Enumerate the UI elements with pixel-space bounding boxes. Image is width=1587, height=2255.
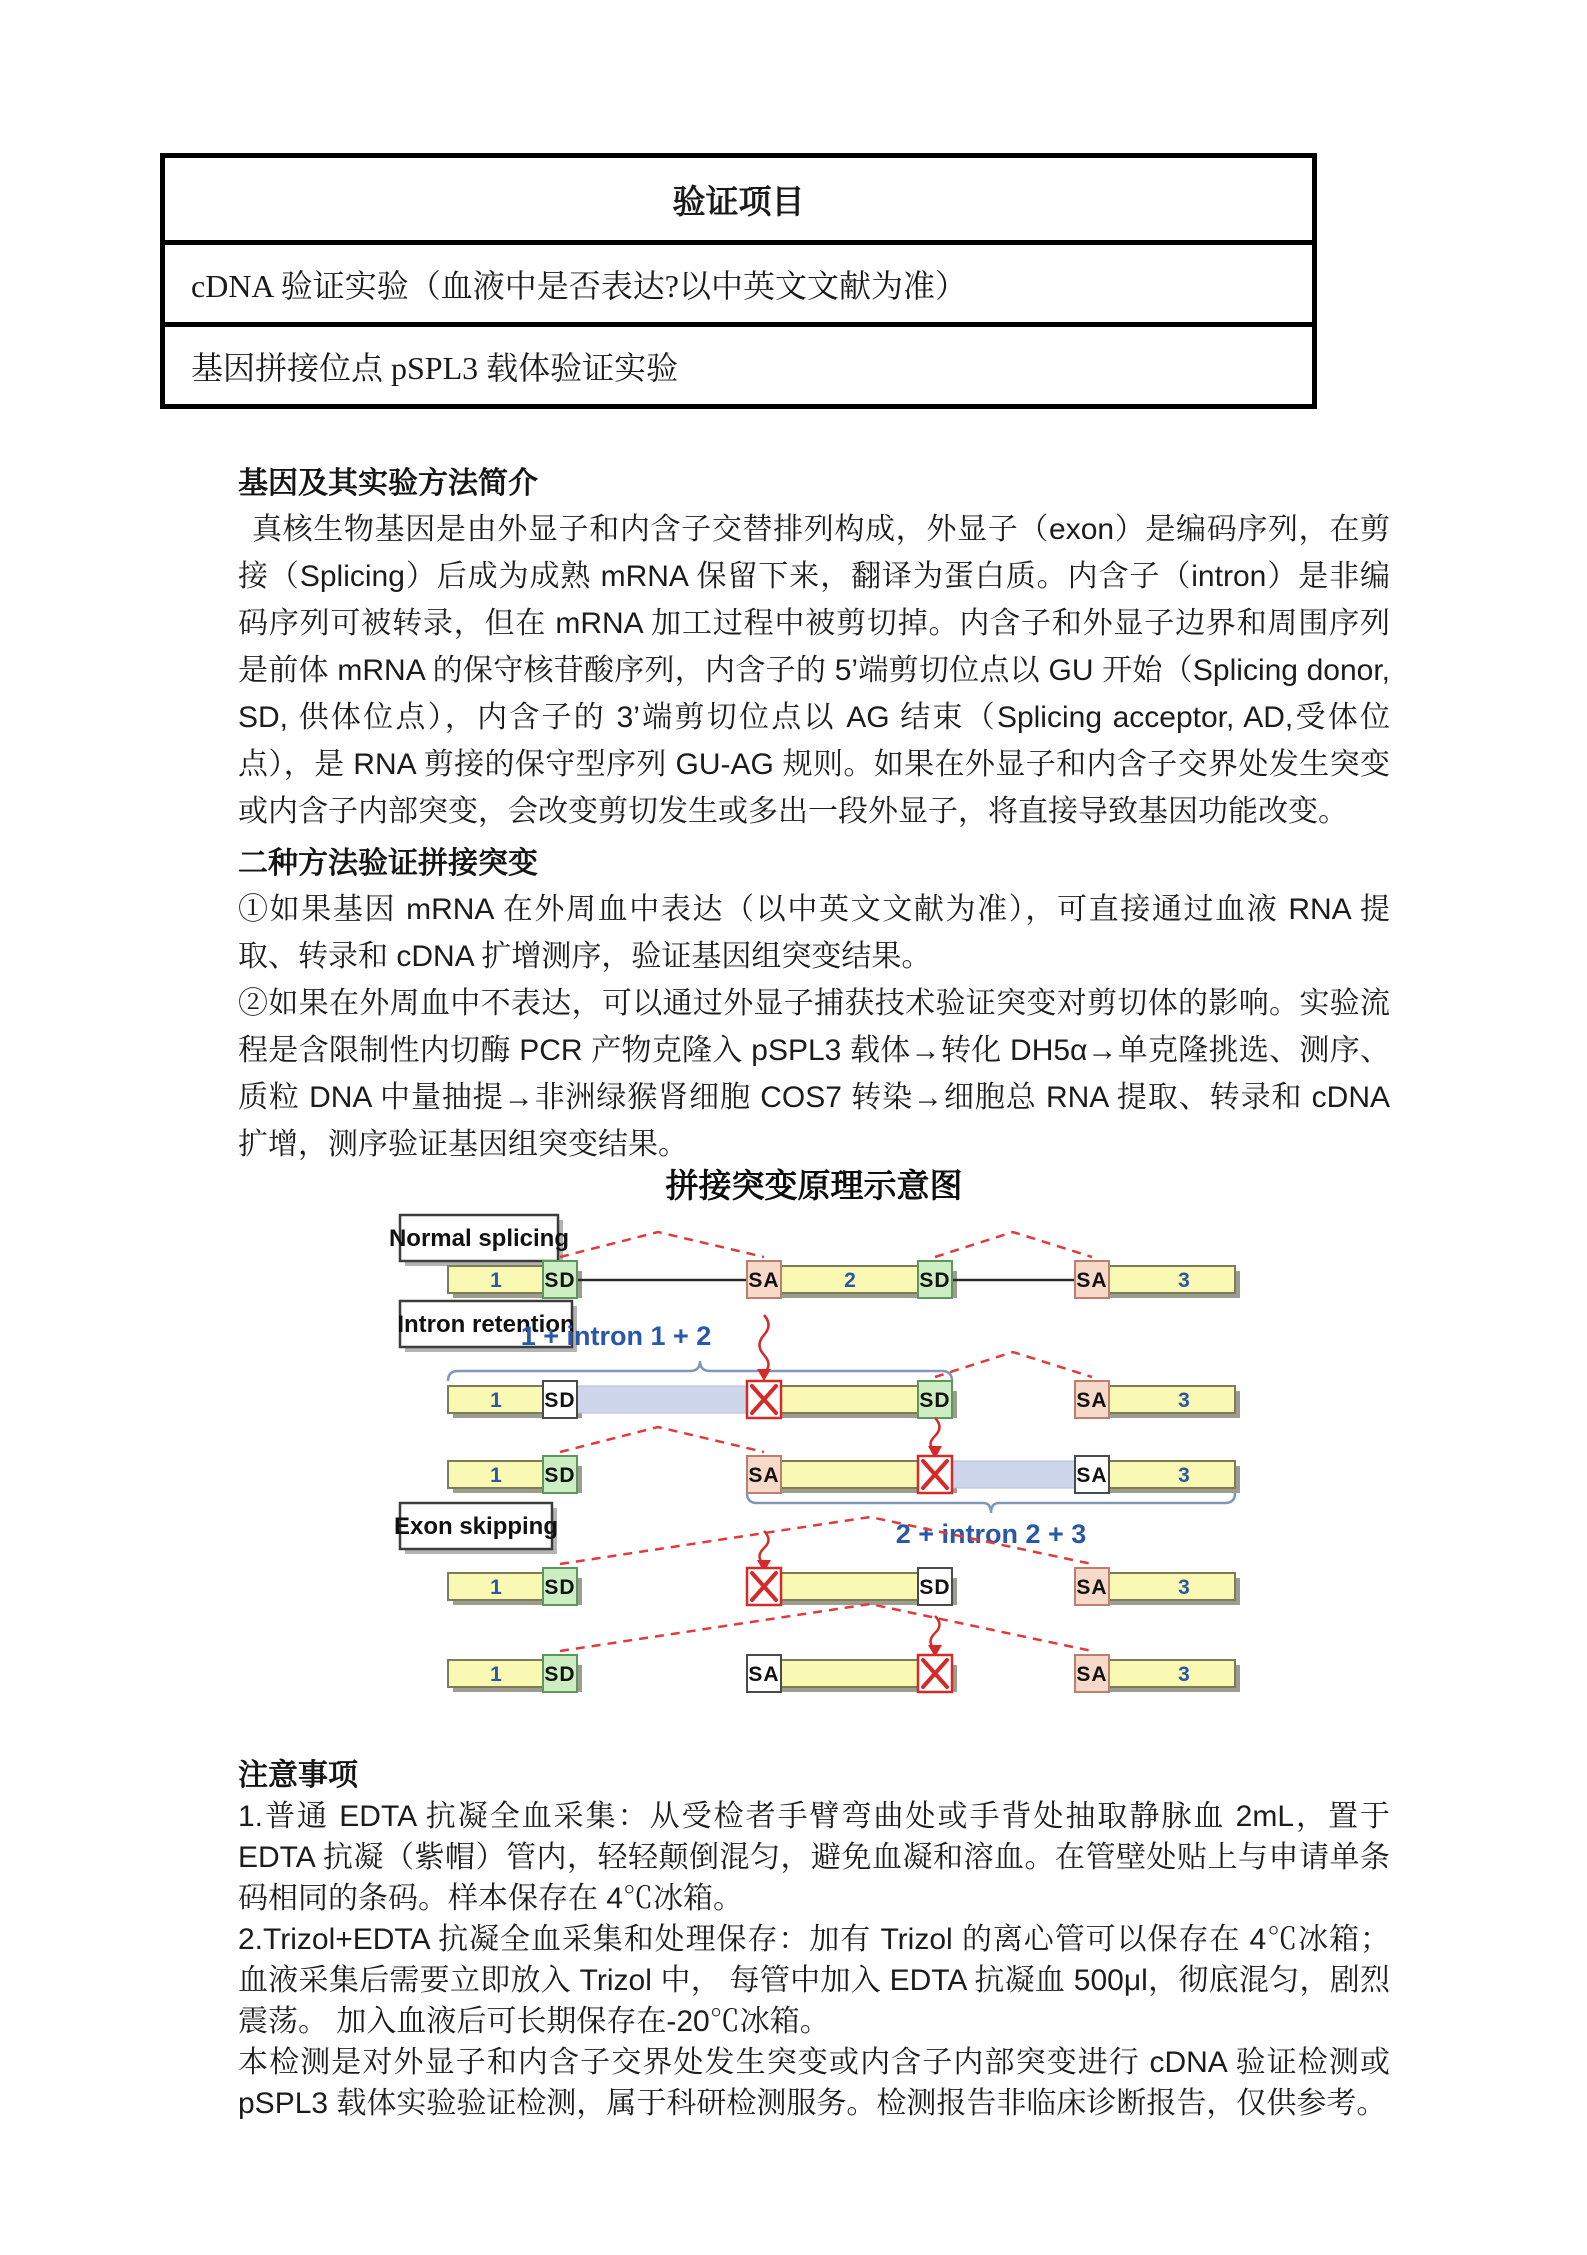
brace xyxy=(448,1361,952,1381)
exon-number: 3 xyxy=(1178,1269,1190,1292)
validation-project-table xyxy=(160,153,1317,409)
brace xyxy=(747,1493,1235,1513)
exon-number: 1 xyxy=(490,1663,502,1686)
sa-site-text: SA xyxy=(748,1464,780,1487)
retained-transcript-label: 2 + intron 2 + 3 xyxy=(895,1519,1087,1549)
row-intron-retention-1 xyxy=(397,1301,1240,1418)
wavy-arrow-icon xyxy=(931,1418,940,1450)
row-normal-splicing xyxy=(389,1215,1240,1298)
row-label-text: Intron retention xyxy=(397,1311,575,1338)
exon-number: 1 xyxy=(490,1269,502,1292)
splice-arc xyxy=(560,1604,1092,1651)
sa-site-text: SA xyxy=(748,1663,780,1686)
exon-number: 3 xyxy=(1178,1663,1190,1686)
sa-site-text: SA xyxy=(1076,1576,1108,1599)
wavy-arrow-icon xyxy=(760,1531,769,1564)
splicing-diagram-svg xyxy=(300,1203,1300,1718)
arrowhead-icon xyxy=(757,1369,771,1381)
retained-transcript-label: 1 + intron 1 + 2 xyxy=(520,1321,712,1351)
notes-paragraphs xyxy=(238,1796,1390,2124)
sd-site-text: SD xyxy=(544,1464,576,1487)
table-header-text: 验证项目 xyxy=(672,184,805,221)
sa-site-text: SA xyxy=(1076,1389,1108,1412)
sd-site-text: SD xyxy=(919,1269,951,1292)
notes-paragraph-3: 本检测是对外显子和内含子交界处发生突变或内含子内部突变进行 cDNA 验证检测或 pSPL3 载体实验验证检测，属于科研检测服务。检测报告非临床诊断报告，仅供参考。 xyxy=(238,2046,1390,2120)
sd-site-text: SD xyxy=(544,1576,576,1599)
intro-paragraph-text: 真核生物基因是由外显子和内含子交替排列构成，外显子（exon）是编码序列，在剪接（Splicing）后成为成熟 mRNA 保留下来，翻译为蛋白质。内含子（intron）是非编码序列可被转录，但在 mRNA 加工过程中被剪切掉。内含子和外显子边界和周围序列是前体 mRNA 的保守核苷酸序列，内含子的 5’端剪切位点以 GU 开始（Splicing donor, SD, 供体位点），内含子的 3’端剪切位点以 AG 结束（Splicing acceptor, AD,受体位点），是 RNA 剪接的保守型序列 GU-AG 规则。如果在外显子和内含子交界处发生突变或内含子内部突变，会改变剪切发生或多出一段外显子，将直接导致基因功能改变。 xyxy=(238,513,1390,828)
retained-intron-band xyxy=(577,1386,747,1413)
splice-arc xyxy=(560,1427,764,1452)
intro-heading: 基因及其实验方法简介 xyxy=(238,467,538,500)
exon-number: 2 xyxy=(844,1269,856,1292)
intro-paragraph xyxy=(238,506,1390,835)
row-label-text: Normal splicing xyxy=(388,1225,570,1252)
methods-paragraph-1: ①如果基因 mRNA 在外周血中表达（以中英文文献为准），可直接通过血液 RNA 提取、转录和 cDNA 扩增测序，验证基因组突变结果。 xyxy=(238,893,1390,973)
methods-paragraphs xyxy=(238,886,1390,1168)
splice-arc xyxy=(935,1232,1092,1257)
exon-number: 1 xyxy=(490,1576,502,1599)
exon-number: 3 xyxy=(1178,1576,1190,1599)
sd-site-text: SD xyxy=(544,1663,576,1686)
row-exon-skipping-2 xyxy=(448,1604,1240,1692)
row-exon-skipping-1 xyxy=(394,1503,1240,1605)
sa-site-text: SA xyxy=(1076,1464,1108,1487)
table-header-cell xyxy=(165,158,1312,240)
sa-site-text: SA xyxy=(1076,1663,1108,1686)
exon-number: 1 xyxy=(490,1464,502,1487)
splice-arc xyxy=(935,1352,1092,1377)
row-intron-retention-2 xyxy=(448,1418,1240,1549)
sd-site-text: SD xyxy=(919,1576,951,1599)
retained-intron-band xyxy=(952,1461,1075,1488)
sa-site-text: SA xyxy=(1076,1269,1108,1292)
figure-title: 拼接突变原理示意图 xyxy=(665,1169,963,1205)
row-label-text: Exon skipping xyxy=(393,1513,559,1540)
sa-site-text: SA xyxy=(748,1269,780,1292)
table-row1-text: cDNA 验证实验（血液中是否表达?以中英文文献为准） xyxy=(191,267,967,304)
table-row2-text: 基因拼接位点 pSPL3 载体验证实验 xyxy=(191,349,679,386)
sd-site-text: SD xyxy=(544,1269,576,1292)
exon-number: 3 xyxy=(1178,1389,1190,1412)
notes-paragraph-1: 1.普通 EDTA 抗凝全血采集：从受检者手臂弯曲处或手背处抽取静脉血 2mL，置于 EDTA 抗凝（紫帽）管内，轻轻颠倒混匀，避免血凝和溶血。在管壁处贴上与申请单条码相同的条码。样本保存在 4℃冰箱。 xyxy=(238,1800,1390,1915)
sd-site-text: SD xyxy=(544,1389,576,1412)
notes-paragraph-2: 2.Trizol+EDTA 抗凝全血采集和处理保存：加有 Trizol 的离心管可以保存在 4℃冰箱；血液采集后需要立即放入 Trizol 中， 每管中加入 EDTA 抗凝血 500μl，彻底混匀，剧烈震荡。 加入血液后可长期保存在-20℃冰箱。 xyxy=(238,1923,1390,2038)
splice-arc xyxy=(560,1232,764,1257)
exon-number: 3 xyxy=(1178,1464,1190,1487)
methods-heading: 二种方法验证拼接突变 xyxy=(238,847,538,880)
table-row xyxy=(165,322,1312,404)
exon-number: 1 xyxy=(490,1389,502,1412)
notes-heading: 注意事项 xyxy=(238,1759,358,1792)
methods-paragraph-2: ②如果在外周血中不表达，可以通过外显子捕获技术验证突变对剪切体的影响。实验流程是含限制性内切酶 PCR 产物克隆入 pSPL3 载体→转化 DH5α→单克隆挑选、测序、质粒 DNA 中量抽提→非洲绿猴肾细胞 COS7 转染→细胞总 RNA 提取、转录和 cDNA 扩增，测序验证基因组突变结果。 xyxy=(238,987,1390,1161)
wavy-arrow-icon xyxy=(760,1315,769,1373)
table-row xyxy=(165,240,1312,322)
wavy-arrow-icon xyxy=(931,1616,940,1649)
splicing-diagram xyxy=(300,1203,1300,1718)
sd-site-text: SD xyxy=(919,1389,951,1412)
